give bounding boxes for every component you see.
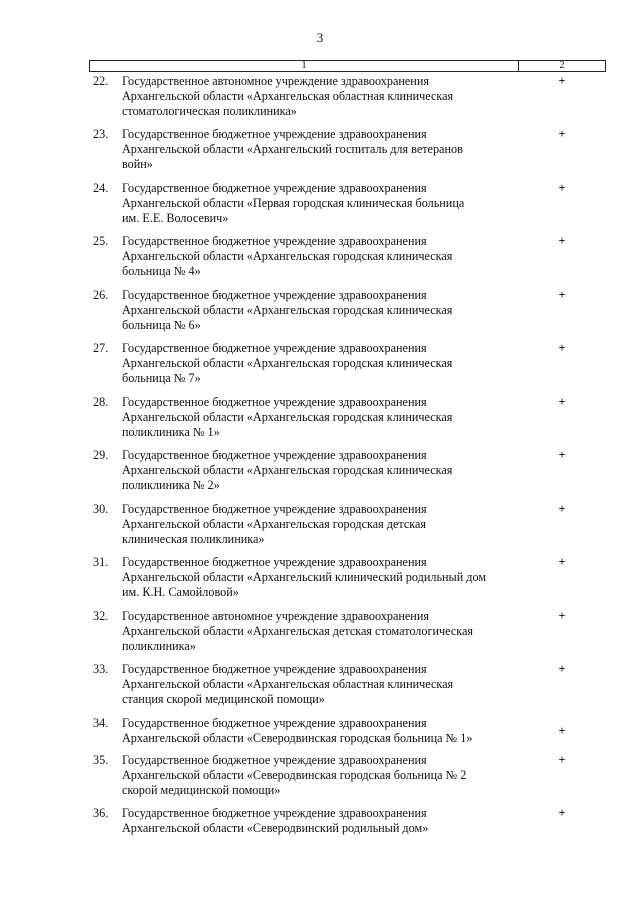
- institution-name-line: Архангельской области «Архангельская детская стоматологическая: [122, 624, 474, 638]
- institution-name: [122, 609, 517, 654]
- row-number: 34.: [93, 716, 109, 730]
- institution-name-line: больница № 7»: [122, 371, 201, 385]
- institution-name: [122, 127, 517, 172]
- institution-name-line: Государственное бюджетное учреждение здравоохранения: [122, 288, 427, 302]
- header-col-2: 2: [559, 60, 565, 71]
- institution-name-line: поликлиника № 1»: [122, 425, 220, 439]
- institution-name-line: Архангельской области «Архангельская городская клиническая: [122, 303, 453, 317]
- row-number: 35.: [93, 753, 109, 767]
- plus-mark: +: [558, 806, 566, 820]
- institution-name: [122, 341, 517, 386]
- institution-name: [122, 502, 517, 547]
- institution-name-line: Государственное бюджетное учреждение здравоохранения: [122, 753, 427, 767]
- table-body: [0, 74, 640, 846]
- table-row: [0, 448, 640, 502]
- row-number: 28.: [93, 395, 109, 409]
- row-number: 22.: [93, 74, 109, 88]
- plus-mark: +: [558, 448, 566, 462]
- table-row: [0, 502, 640, 555]
- institution-name: [122, 448, 517, 493]
- institution-name: [122, 716, 517, 746]
- plus-mark: +: [558, 127, 566, 141]
- plus-mark: +: [558, 288, 566, 302]
- institution-name-line: им. К.Н. Самойловой»: [122, 585, 239, 599]
- table-row: [0, 716, 640, 753]
- header-col-1: 1: [90, 61, 519, 71]
- plus-mark: +: [558, 724, 566, 738]
- institution-name-line: Архангельской области «Архангельская городская клиническая: [122, 410, 453, 424]
- institution-name-line: Государственное бюджетное учреждение здравоохранения: [122, 448, 427, 462]
- institution-name: [122, 753, 517, 798]
- row-number: 24.: [93, 181, 109, 195]
- table-row: [0, 181, 640, 234]
- institution-name-line: Архангельской области «Архангельская областная клиническая: [122, 89, 454, 103]
- table-row: [0, 341, 640, 395]
- row-number: 30.: [93, 502, 109, 516]
- institution-name-line: клиническая поликлиника»: [122, 532, 265, 546]
- row-number: 32.: [93, 609, 109, 623]
- institution-name: [122, 662, 517, 707]
- institution-name-line: Государственное автономное учреждение здравоохранения: [122, 609, 429, 623]
- plus-mark: +: [558, 341, 566, 355]
- plus-mark: +: [558, 753, 566, 767]
- table-row: [0, 555, 640, 609]
- institution-name-line: стоматологическая поликлиника»: [122, 104, 297, 118]
- institution-name-line: войн»: [122, 157, 153, 171]
- institution-name-line: Государственное бюджетное учреждение здравоохранения: [122, 234, 427, 248]
- plus-mark: +: [558, 609, 566, 623]
- institution-name-line: Государственное бюджетное учреждение здравоохранения: [122, 716, 427, 730]
- row-number: 23.: [93, 127, 109, 141]
- table-header: [89, 60, 606, 72]
- institution-name-line: Архангельской области «Северодвинская городская больница № 2: [122, 768, 467, 782]
- plus-mark: +: [558, 395, 566, 409]
- institution-name-line: поликлиника № 2»: [122, 478, 220, 492]
- institution-name-line: Государственное бюджетное учреждение здравоохранения: [122, 127, 427, 141]
- institution-name-line: Архангельской области «Северодвинская городская больница № 1»: [122, 731, 473, 745]
- institution-name-line: Государственное бюджетное учреждение здравоохранения: [122, 395, 427, 409]
- institution-name-line: поликлиника»: [122, 639, 196, 653]
- institution-name-line: Архангельской области «Архангельская областная клиническая: [122, 677, 454, 691]
- institution-name-line: Архангельской области «Архангельская городская детская: [122, 517, 427, 531]
- row-number: 25.: [93, 234, 109, 248]
- table-row: [0, 662, 640, 716]
- row-number: 27.: [93, 341, 109, 355]
- table-row: [0, 395, 640, 448]
- institution-name-line: Архангельской области «Первая городская клиническая больница: [122, 196, 465, 210]
- plus-mark: +: [558, 234, 566, 248]
- plus-mark: +: [558, 181, 566, 195]
- table-row: [0, 234, 640, 288]
- institution-name: [122, 74, 517, 119]
- table-row: [0, 74, 640, 127]
- institution-name-line: Государственное бюджетное учреждение здравоохранения: [122, 555, 427, 569]
- institution-name: [122, 395, 517, 440]
- table-row: [0, 806, 640, 846]
- institution-name-line: станция скорой медицинской помощи»: [122, 692, 325, 706]
- institution-name-line: больница № 4»: [122, 264, 201, 278]
- institution-name-line: Государственное бюджетное учреждение здравоохранения: [122, 806, 427, 820]
- row-number: 33.: [93, 662, 109, 676]
- institution-name-line: скорой медицинской помощи»: [122, 783, 281, 797]
- table-row: [0, 288, 640, 341]
- institution-name-line: Государственное бюджетное учреждение здравоохранения: [122, 662, 427, 676]
- institution-name-line: Архангельской области «Архангельская городская клиническая: [122, 463, 453, 477]
- institution-name: [122, 555, 517, 600]
- institution-name-line: Государственное бюджетное учреждение здравоохранения: [122, 502, 427, 516]
- row-number: 31.: [93, 555, 109, 569]
- table-row: [0, 127, 640, 181]
- institution-name: [122, 181, 517, 226]
- plus-mark: +: [558, 502, 566, 516]
- institution-name-line: Архангельской области «Архангельская городская клиническая: [122, 249, 453, 263]
- row-number: 36.: [93, 806, 109, 820]
- institution-name-line: Архангельской области «Архангельский госпиталь для ветеранов: [122, 142, 463, 156]
- institution-name-line: Государственное автономное учреждение здравоохранения: [122, 74, 429, 88]
- institution-name-line: Архангельской области «Архангельский клинический родильный дом: [122, 570, 487, 584]
- institution-name-line: им. Е.Е. Волосевич»: [122, 211, 229, 225]
- plus-mark: +: [558, 662, 566, 676]
- row-number: 26.: [93, 288, 109, 302]
- table-row: [0, 609, 640, 662]
- plus-mark: +: [558, 555, 566, 569]
- table-row: [0, 753, 640, 806]
- institution-name: [122, 806, 517, 836]
- institution-name: [122, 288, 517, 333]
- institution-name-line: Архангельской области «Северодвинский родильный дом»: [122, 821, 429, 835]
- institution-name-line: Государственное бюджетное учреждение здравоохранения: [122, 341, 427, 355]
- institution-name-line: больница № 6»: [122, 318, 201, 332]
- plus-mark: +: [558, 74, 566, 88]
- institution-name: [122, 234, 517, 279]
- row-number: 29.: [93, 448, 109, 462]
- institution-name-line: Архангельской области «Архангельская городская клиническая: [122, 356, 453, 370]
- institution-name-line: Государственное бюджетное учреждение здравоохранения: [122, 181, 427, 195]
- page-number: 3: [316, 30, 324, 45]
